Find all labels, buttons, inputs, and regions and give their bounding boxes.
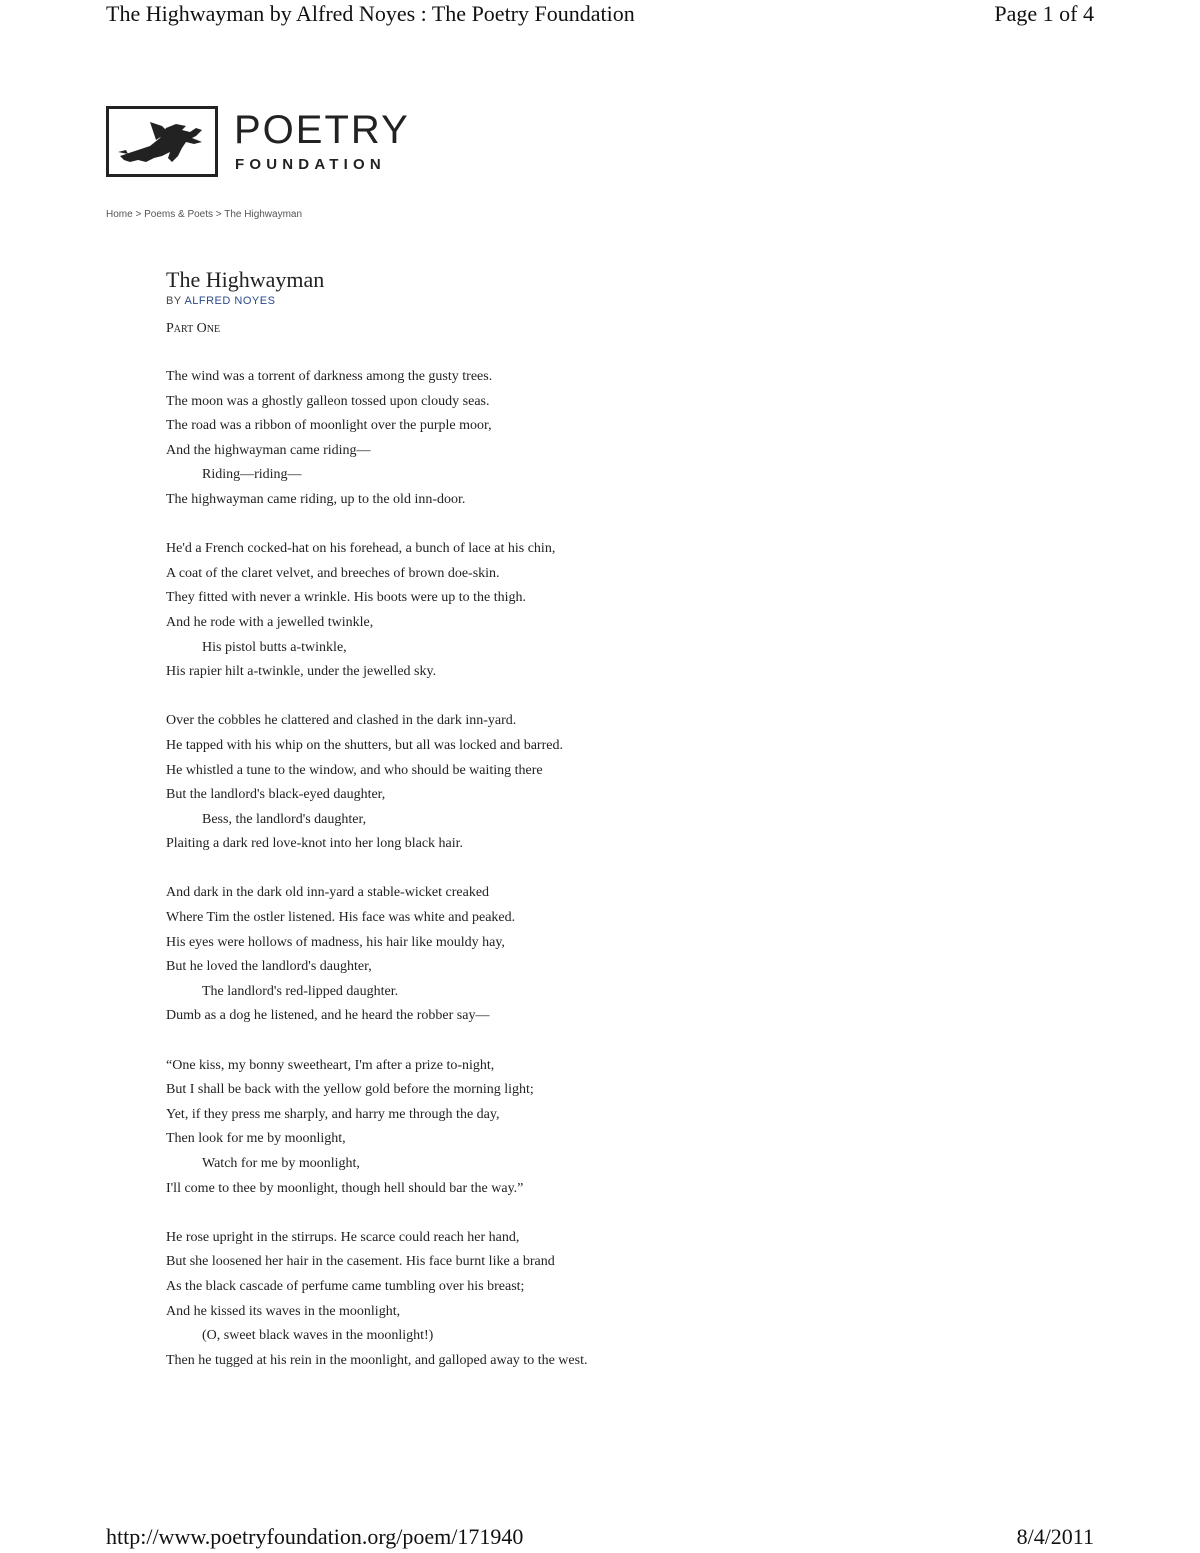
poem-line-indented: (O, sweet black waves in the moonlight!) [202, 1328, 434, 1344]
page-url[interactable]: http://www.poetryfoundation.org/poem/171940 [106, 1524, 524, 1549]
poem-line: He whistled a tune to the window, and who should be waiting there [166, 762, 543, 778]
poem-line: Dumb as a dog he listened, and he heard the robber say— [166, 1008, 490, 1024]
poem-line: I'll come to thee by moonlight, though hell should bar the way.” [166, 1180, 524, 1196]
breadcrumb [106, 209, 302, 220]
logo-word-foundation: FOUNDATION [235, 156, 386, 173]
poem-line-indented: The landlord's red-lipped daughter. [202, 983, 399, 999]
poem-line: He tapped with his whip on the shutters, but all was locked and barred. [166, 737, 563, 753]
part-heading: Part One [166, 321, 221, 336]
poem-line: Plaiting a dark red love-knot into her long black hair. [166, 836, 464, 852]
breadcrumb-separator: > [132, 209, 145, 220]
pegasus-icon [116, 116, 216, 172]
poem-line: “One kiss, my bonny sweetheart, I'm after a prize to-night, [166, 1057, 495, 1073]
poem-line: They fitted with never a wrinkle. His boots were up to the thigh. [166, 590, 527, 606]
poem-line: Yet, if they press me sharply, and harry me through the day, [166, 1106, 500, 1122]
poem-line: A coat of the claret velvet, and breeches of brown doe-skin. [166, 565, 500, 581]
poem-line: The road was a ribbon of moonlight over the purple moor, [166, 418, 492, 434]
stanza [166, 881, 1066, 1029]
breadcrumb-poems-poets[interactable]: Poems & Poets [144, 209, 214, 220]
poem-content [166, 266, 1066, 1398]
poem-line: And the highwayman came riding— [166, 442, 371, 458]
logo-word-poetry: POETRY [234, 108, 410, 152]
page-number: Page 1 of 4 [994, 1, 1094, 26]
breadcrumb-separator: > [213, 209, 225, 220]
poem-line: But I shall be back with the yellow gold before the morning light; [166, 1082, 534, 1098]
byline [166, 295, 1066, 307]
poem-line: But he loved the landlord's daughter, [166, 959, 372, 975]
poem-line: The highwayman came riding, up to the old inn-door. [166, 491, 466, 507]
poem-line-indented: His pistol butts a-twinkle, [202, 639, 347, 655]
poem-title: The Highwayman [166, 267, 325, 292]
poem-line: Where Tim the ostler listened. His face was white and peaked. [166, 910, 516, 926]
poem-line: The moon was a ghostly galleon tossed upon cloudy seas. [166, 393, 490, 409]
poem-line: And dark in the dark old inn-yard a stable-wicket creaked [166, 885, 490, 901]
poem-line: The wind was a torrent of darkness among the gusty trees. [166, 369, 493, 384]
stanzas [166, 365, 1066, 1373]
poetry-foundation-logo[interactable] [106, 106, 420, 180]
poem-line: Then look for me by moonlight, [166, 1131, 346, 1147]
poem-line: Over the cobbles he clattered and clashed in the dark inn-yard. [166, 713, 517, 729]
print-header-title: The Highwayman by Alfred Noyes : The Poetry Foundation [106, 1, 635, 26]
stanza [166, 1226, 1066, 1374]
poem-line: He rose upright in the stirrups. He scarce could reach her hand, [166, 1229, 520, 1245]
poem-line: His eyes were hollows of madness, his hair like mouldy hay, [166, 934, 505, 950]
poem-line: As the black cascade of perfume came tumbling over his breast; [166, 1278, 525, 1294]
poem-line-indented: Riding—riding— [202, 467, 302, 483]
by-label: BY [166, 295, 182, 307]
breadcrumb-home[interactable]: Home [106, 209, 133, 220]
poem-line-indented: Bess, the landlord's daughter, [202, 811, 367, 827]
poem-line: And he kissed its waves in the moonlight, [166, 1303, 401, 1319]
poem-line: Then he tugged at his rein in the moonlight, and galloped away to the west. [166, 1352, 588, 1368]
breadcrumb-current: The Highwayman [224, 209, 303, 220]
stanza [166, 709, 1066, 857]
stanza [166, 537, 1066, 685]
poem-line-indented: Watch for me by moonlight, [202, 1156, 360, 1171]
poem-line: But the landlord's black-eyed daughter, [166, 787, 386, 803]
print-date: 8/4/2011 [1016, 1524, 1094, 1549]
poem-line: His rapier hilt a-twinkle, under the jewelled sky. [166, 664, 437, 680]
author-link[interactable]: ALFRED NOYES [184, 295, 276, 307]
poem-line: And he rode with a jewelled twinkle, [166, 614, 374, 630]
poem-line: But she loosened her hair in the casement. His face burnt like a brand [166, 1254, 555, 1270]
poem-line: He'd a French cocked-hat on his forehead, a bunch of lace at his chin, [166, 541, 556, 557]
stanza [166, 1054, 1066, 1202]
stanza [166, 365, 1066, 513]
print-header [106, 0, 1094, 30]
